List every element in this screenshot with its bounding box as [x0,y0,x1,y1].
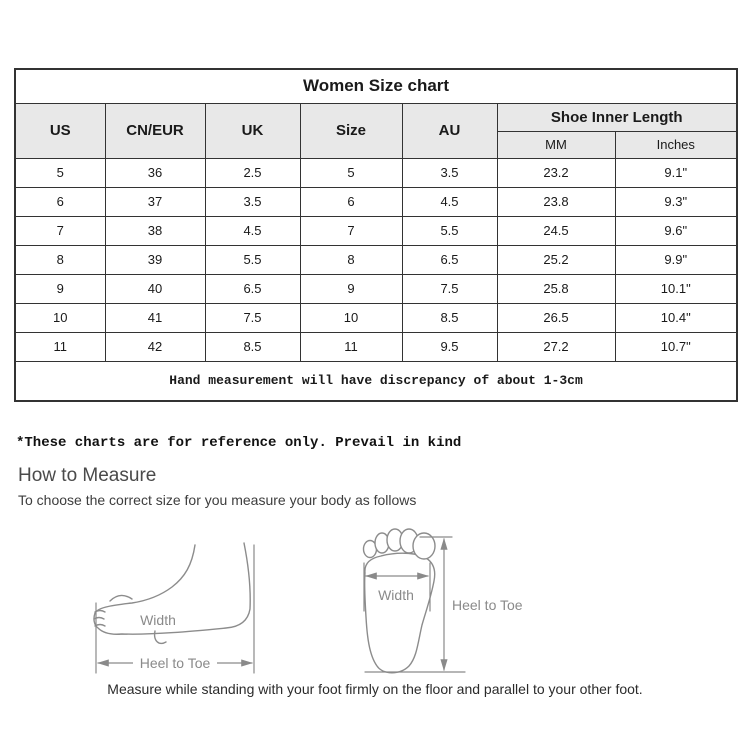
table-title: Women Size chart [15,69,737,103]
size-cell: 24.5 [497,216,615,245]
size-cell: 11 [15,332,105,361]
size-cell: 25.2 [497,245,615,274]
table-row [15,332,737,361]
size-cell: 26.5 [497,303,615,332]
table-row [15,158,737,187]
table-row [15,245,737,274]
size-cell: 6.5 [205,274,300,303]
table-row [15,274,737,303]
size-cell: 42 [105,332,205,361]
size-cell: 37 [105,187,205,216]
size-cell: 6 [300,187,402,216]
women-size-chart-table [14,68,738,402]
size-cell: 25.8 [497,274,615,303]
size-cell: 7 [300,216,402,245]
size-cell: 5 [300,158,402,187]
column-header-au: AU [402,103,497,158]
measure-caption: Measure while standing with your foot firmly on the floor and parallel to your other foot. [107,681,643,697]
size-rows [15,158,737,361]
column-header-shoe-inner-length: Shoe Inner Length [497,103,737,131]
size-cell: 7.5 [402,274,497,303]
foot-knuckle-arc [110,595,132,601]
size-cell: 9 [300,274,402,303]
size-cell: 23.8 [497,187,615,216]
size-cell: 8.5 [205,332,300,361]
how-to-measure-heading: How to Measure [18,465,157,486]
size-cell: 10.4" [615,303,737,332]
size-cell: 36 [105,158,205,187]
size-cell: 41 [105,303,205,332]
size-cell: 3.5 [205,187,300,216]
size-cell: 2.5 [205,158,300,187]
side-width-label: Width [140,612,176,628]
size-cell: 5 [15,158,105,187]
size-cell: 9.6" [615,216,737,245]
size-cell: 40 [105,274,205,303]
column-header-us: US [15,103,105,158]
size-cell: 5.5 [205,245,300,274]
size-cell: 9.1" [615,158,737,187]
size-cell: 3.5 [402,158,497,187]
top-width-label: Width [378,587,414,603]
size-cell: 7 [15,216,105,245]
size-cell: 10.1" [615,274,737,303]
column-header-cn-eur: CN/EUR [105,103,205,158]
reference-note: *These charts are for reference only. Prevail in kind [16,435,462,451]
size-cell: 11 [300,332,402,361]
foot-top-view-diagram [364,529,523,673]
size-cell: 4.5 [205,216,300,245]
measurement-diagram [80,515,550,683]
table-row [15,216,737,245]
size-cell: 8 [15,245,105,274]
footprint-outline [365,553,435,673]
size-cell: 6.5 [402,245,497,274]
size-cell: 10 [15,303,105,332]
column-header-mm: MM [497,131,615,158]
size-cell: 9 [15,274,105,303]
size-cell: 8.5 [402,303,497,332]
size-cell: 38 [105,216,205,245]
table-row [15,303,737,332]
table-title-row [15,69,737,103]
table-footnote: Hand measurement will have discrepancy of about 1-3cm [15,361,737,401]
table-footnote-row [15,361,737,401]
size-cell: 5.5 [402,216,497,245]
size-cell: 10 [300,303,402,332]
side-heel-to-toe-label: Heel to Toe [139,655,211,671]
size-cell: 9.3" [615,187,737,216]
table-row [15,187,737,216]
size-cell: 6 [15,187,105,216]
size-cell: 9.5 [402,332,497,361]
size-cell: 7.5 [205,303,300,332]
column-header-uk: UK [205,103,300,158]
how-to-measure-subtitle: To choose the correct size for you measure your body as follows [18,492,417,508]
foot-side-view-diagram [94,543,254,673]
column-header-inches: Inches [615,131,737,158]
size-cell: 4.5 [402,187,497,216]
column-header-size: Size [300,103,402,158]
size-cell: 27.2 [497,332,615,361]
size-cell: 23.2 [497,158,615,187]
top-heel-to-toe-label: Heel to Toe [452,597,523,613]
size-cell: 10.7" [615,332,737,361]
size-cell: 9.9" [615,245,737,274]
size-cell: 39 [105,245,205,274]
size-cell: 8 [300,245,402,274]
table-header-row [15,103,737,131]
